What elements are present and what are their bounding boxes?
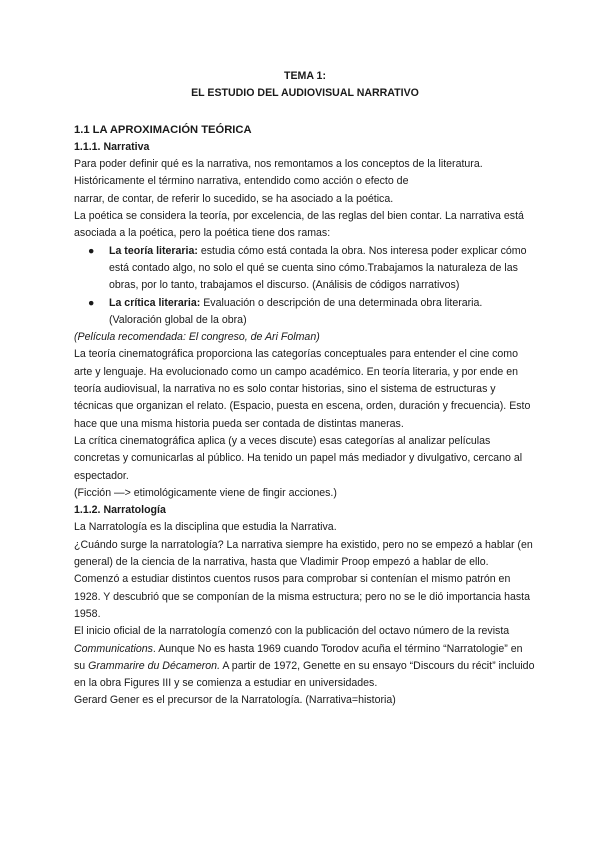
bullet-term: La teoría literaria: bbox=[109, 244, 198, 257]
document-title-line1: TEMA 1: bbox=[284, 70, 326, 82]
paragraph: narrar, de contar, de referir lo sucedido, se ha asociado a la poética. bbox=[74, 192, 394, 205]
paragraph: La crítica cinematográfica aplica (y a veces discute) esas categorías al analizar películas concretas y comunicarlas al público. Ha tenido un papel más mediador y divulgativo, cercano al espectador. bbox=[74, 434, 523, 482]
film-note: (Película recomendada: El congreso, de Ari Folman) bbox=[74, 331, 320, 344]
text-run: A partir de 1972, Genette en su ensayo “Discours du récit” incluido en la obra Figures III y se comienza a estudiar en universidades. bbox=[74, 659, 535, 690]
document-title-line2: EL ESTUDIO DEL AUDIOVISUAL NARRATIVO bbox=[191, 87, 419, 100]
list-item bbox=[74, 243, 536, 295]
paragraph: La teoría cinematográfica proporciona las categorías conceptuales para entender el cine como arte y lenguaje. Ha evolucionado como un campo académico. En teoría literaria, y por ende en teoría audiovisual, la narrativa no es solo contar historias, sino el sistema de estructuras y técnicas que organizan el relato. (Espacio, puesta en escena, orden, duración y frecuencia). Esto hace que una misma historia pueda ser contada de distintas maneras. bbox=[74, 348, 531, 430]
bullet-icon: ● bbox=[88, 296, 95, 309]
bullet-text: Evaluación o descripción de una determinada obra literaria. (Valoración global de la obra) bbox=[109, 296, 483, 326]
bullet-text: estudia cómo está contada la obra. Nos interesa poder explicar cómo está contado algo, no solo el qué se cuenta sino cómo.Trabajamos la naturaleza de las obras, por lo tanto, trabajamos el discurso. (Análisis de códigos narrativos) bbox=[109, 244, 527, 292]
list-item bbox=[74, 295, 536, 330]
paragraph: ¿Cuándo surge la narratología? La narrativa siempre ha existido, pero no se empezó a hablar (en general) de la ciencia de la narrativa, hasta que Vladimir Proop empezó a hablar de ello. Comenzó a estudiar distintos cuentos rusos para comprobar si contenían el mismo patrón en 1928. Y descubrió que se componían de la misma estructura; pero no se le dió importancia hasta 1958. bbox=[74, 538, 533, 620]
section-heading-1-1: 1.1 LA APROXIMACIÓN TEÓRICA bbox=[74, 123, 252, 136]
paragraph: Para poder definir qué es la narrativa, nos remontamos a los conceptos de la literatura. bbox=[74, 158, 483, 171]
title-block bbox=[74, 68, 536, 103]
section-heading-1-1-1: 1.1.1. Narrativa bbox=[74, 140, 150, 153]
section-heading-1-1-2: 1.1.2. Narratología bbox=[74, 504, 166, 517]
paragraph: Históricamente el término narrativa, entendido como acción o efecto de bbox=[74, 175, 409, 188]
paragraph: La poética se considera la teoría, por excelencia, de las reglas del bien contar. La narrativa está asociada a la poética, pero la poética tiene dos ramas: bbox=[74, 210, 524, 240]
paragraph: Gerard Gener es el precursor de la Narratología. (Narrativa=historia) bbox=[74, 694, 396, 707]
paragraph bbox=[74, 623, 536, 692]
text-run: El inicio oficial de la narratología comenzó con la publicación del octavo número de la revista bbox=[74, 625, 510, 638]
bullet-icon: ● bbox=[88, 244, 95, 257]
book-title: Grammarire du Décameron. bbox=[88, 659, 221, 672]
bullet-list bbox=[74, 243, 536, 329]
paragraph: La Narratología es la disciplina que estudia la Narrativa. bbox=[74, 521, 337, 534]
document-body bbox=[74, 68, 536, 710]
bullet-term: La crítica literaria: bbox=[109, 296, 201, 309]
paragraph: (Ficción —> etimológicamente viene de fingir acciones.) bbox=[74, 486, 337, 499]
journal-title: Communications bbox=[74, 642, 153, 655]
text-run: . Aunque No es hasta 1969 cuando Torodov acuña el término “Narratologie” en su bbox=[74, 642, 523, 672]
